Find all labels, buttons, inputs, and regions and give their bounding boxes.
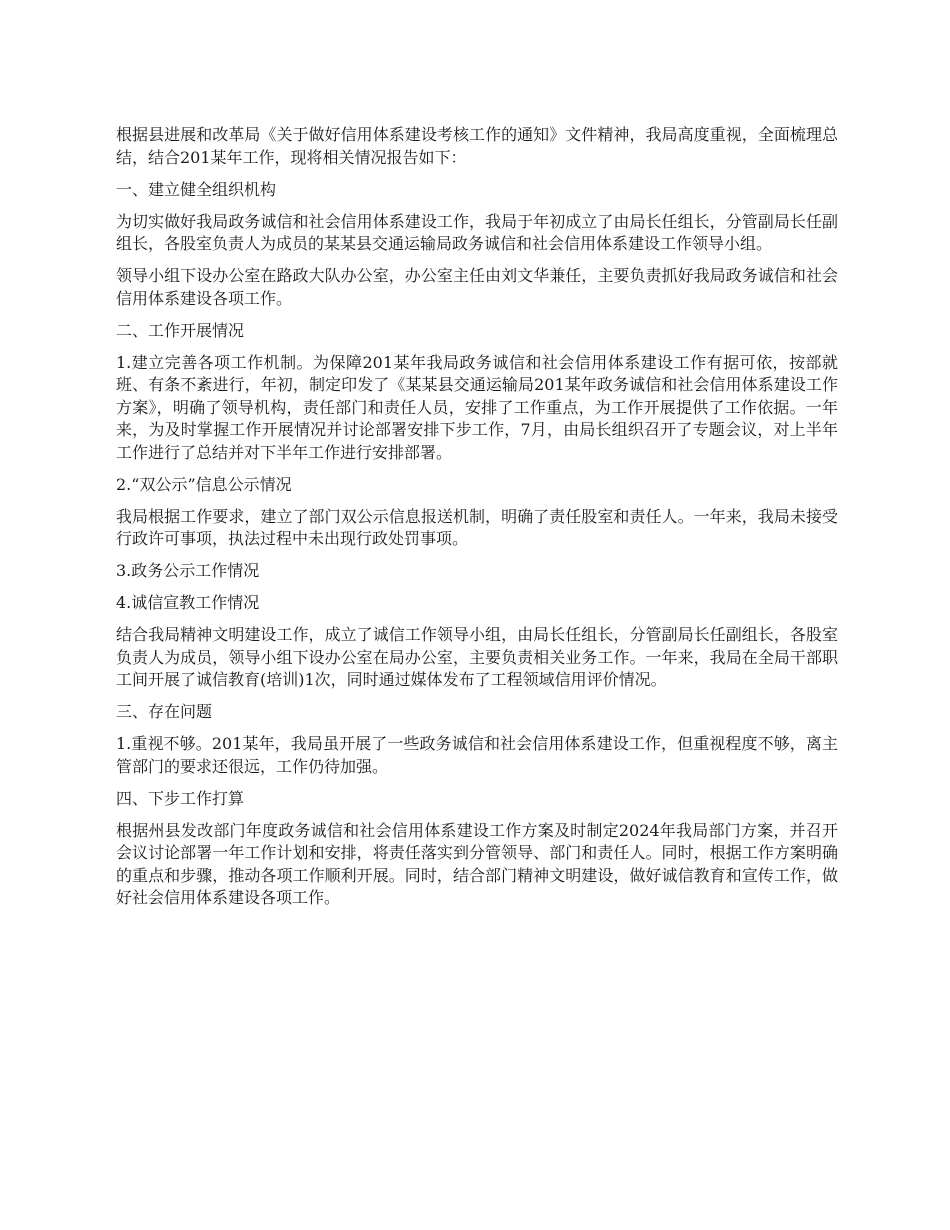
section-heading-1: 一、建立健全组织机构 — [116, 179, 277, 199]
intro-paragraph: 根据县进展和改革局《关于做好信用体系建设考核工作的通知》文件精神，我局高度重视，全面梳理总结，结合201某年工作，现将相关情况报告如下： — [116, 125, 838, 167]
section-heading-4: 四、下步工作打算 — [116, 788, 245, 808]
mechanism-paragraph: 1.建立完善各项工作机制。为保障201某年我局政务诚信和社会信用体系建设工作有据可依，按部就班、有条不紊进行，年初，制定印发了《某某县交通运输局201某年政务诚信和社会信用体系建设工作方案》，明确了领导机构，责任部门和责任人员，安排了工作重点，为工作开展提供了工作依据。一年来，为及时掌握工作开展情况并讨论部署安排下步工作，7月，由局长组织召开了专题会议，对上半年工作进行了总结并对下半年工作进行安排部署。 — [116, 352, 838, 462]
document-body — [116, 124, 838, 919]
subheading-integrity-education: 4.诚信宣教工作情况 — [116, 593, 260, 612]
next-steps-paragraph: 根据州县发改部门年度政务诚信和社会信用体系建设工作方案及时制定2024年我局部门方案，并召开会议讨论部署一年工作计划和安排，将责任落实到分管领导、部门和责任人。同时，根据工作方案明确的重点和步骤，推动各项工作顺利开展。同时，结合部门精神文明建设，做好诚信教育和宣传工作，做好社会信用体系建设各项工作。 — [116, 820, 838, 907]
section-heading-2: 二、工作开展情况 — [116, 320, 245, 340]
org-paragraph: 为切实做好我局政务诚信和社会信用体系建设工作，我局于年初成立了由局长任组长，分管副局长任副组长，各股室负责人为成员的某某县交通运输局政务诚信和社会信用体系建设工作领导小组。 — [116, 211, 838, 253]
office-paragraph: 领导小组下设办公室在路政大队办公室，办公室主任由刘文华兼任，主要负责抓好我局政务诚信和社会信用体系建设各项工作。 — [116, 266, 838, 308]
integrity-education-paragraph: 结合我局精神文明建设工作，成立了诚信工作领导小组，由局长任组长，分管副局长任副组长，各股室负责人为成员，领导小组下设办公室在局办公室，主要负责相关业务工作。一年来，我局在全局干部职工间开展了诚信教育(培训)1次，同时通过媒体发布了工程领域信用评价情况。 — [116, 625, 838, 689]
problems-paragraph: 1.重视不够。201某年，我局虽开展了一些政务诚信和社会信用体系建设工作，但重视程度不够，离主管部门的要求还很远，工作仍待加强。 — [116, 734, 838, 776]
section-heading-3: 三、存在问题 — [116, 702, 213, 721]
subheading-government-affairs: 3.政务公示工作情况 — [116, 561, 260, 580]
double-publicity-paragraph: 我局根据工作要求，建立了部门双公示信息报送机制，明确了责任股室和责任人。一年来，我局未接受行政许可事项，执法过程中未出现行政处罚事项。 — [116, 506, 838, 548]
subheading-double-publicity: 2.“双公示”信息公示情况 — [116, 474, 292, 494]
